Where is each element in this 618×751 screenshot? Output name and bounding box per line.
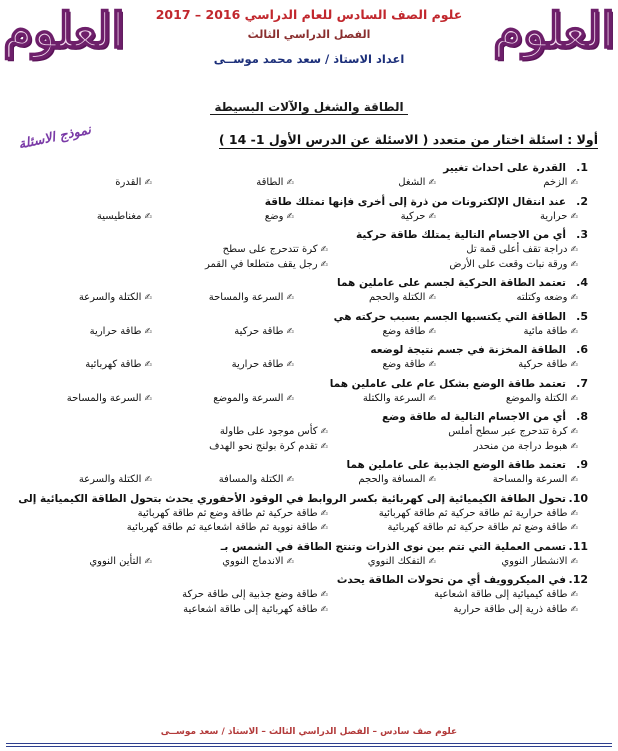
answer-option-label: السرعة والمساحة	[492, 474, 568, 485]
pen-icon: ✍	[320, 441, 329, 452]
footer-divider	[6, 743, 612, 747]
pen-icon: ✍	[570, 604, 578, 615]
answer-option-label: كأس موجود على طاولة	[219, 426, 318, 437]
answer-option[interactable]	[294, 291, 436, 306]
question-stem	[10, 194, 588, 210]
answer-option-label: الطاقة	[256, 177, 284, 188]
answer-option-label: طاقة ذرية إلى طاقة حرارية	[453, 603, 568, 615]
pen-icon: ✍	[570, 441, 578, 452]
pen-icon: ✍	[286, 556, 294, 567]
answer-option[interactable]	[294, 358, 436, 373]
answer-option[interactable]	[78, 258, 328, 273]
question-stem	[10, 572, 588, 588]
question-text: تعتمد طاقة الوضع الجذبية على عاملين هما	[346, 459, 566, 471]
pen-icon: ✍	[428, 393, 436, 404]
pen-icon: ✍	[570, 360, 578, 370]
answer-option-label: طاقة كهربائية	[85, 359, 142, 370]
question-text: أي من الاجسام التالية يمتلك طاقة حركية	[355, 229, 566, 241]
answer-option-label: التفكك النووي	[367, 555, 426, 567]
pen-icon: ✍	[570, 211, 578, 222]
question-item	[10, 309, 588, 340]
answer-option[interactable]	[328, 425, 578, 440]
question-text: تعتمد طاقة الوضع بشكل عام على عاملين هما	[329, 377, 566, 390]
answer-option[interactable]	[152, 176, 294, 191]
pen-icon: ✍	[570, 523, 578, 533]
pen-icon: ✍	[286, 393, 294, 404]
question-number: 6.	[576, 343, 588, 356]
answer-option-label: طاقة مائية	[523, 325, 568, 337]
pen-icon: ✍	[144, 326, 152, 337]
question-number: 9.	[576, 458, 588, 471]
answer-option-label: طاقة نووية ثم طاقة اشعاعية ثم طاقة كهربائية	[126, 522, 318, 533]
options-group	[10, 210, 588, 225]
pen-icon: ✍	[570, 245, 578, 255]
answer-option-label: رجل يقف متطلعا في القمر	[204, 258, 318, 270]
pen-icon: ✍	[428, 326, 436, 337]
answer-option-label: الكتلة والموضع	[505, 392, 568, 404]
answer-option-label: الكتلة والحجم	[369, 292, 426, 303]
question-item	[10, 194, 588, 225]
header-semester: الفصل الدراسي الثالث	[247, 28, 371, 41]
logo-left: العلوم	[3, 3, 125, 59]
pen-icon: ✍	[144, 293, 152, 303]
pen-icon: ✍	[570, 590, 578, 600]
question-item	[10, 376, 588, 407]
answer-option-label: دراجة تقف أعلى قمة تل	[466, 244, 568, 255]
pen-icon: ✍	[570, 293, 578, 303]
answer-option[interactable]	[436, 473, 578, 488]
question-stem	[10, 309, 588, 325]
question-item	[10, 409, 588, 454]
question-text: القدرة على احداث تغيير	[443, 162, 566, 174]
pen-icon: ✍	[144, 211, 152, 222]
answer-option-label: هبوط دراجة من منحدر	[473, 440, 568, 452]
answer-option-label: كرة تتدحرج عبر سطح أملس	[448, 426, 568, 437]
pen-icon: ✍	[144, 178, 152, 188]
answer-option-label: طاقة حرارية	[89, 325, 142, 337]
answer-option[interactable]	[294, 210, 436, 225]
answer-option[interactable]	[10, 176, 152, 191]
answer-option-label: طاقة حرارية	[231, 359, 284, 370]
pen-icon: ✍	[286, 326, 294, 337]
pen-icon: ✍	[570, 508, 578, 519]
section-title: الطاقة والشغل والآلات البسيطة	[0, 100, 618, 115]
answer-option[interactable]	[436, 176, 578, 191]
question-number: 1.	[576, 161, 588, 174]
answer-option-label: كرة تتدحرج على سطح	[222, 244, 318, 255]
question-item	[10, 572, 588, 617]
question-number: 5.	[576, 309, 588, 323]
answer-option[interactable]	[294, 473, 436, 488]
answer-option[interactable]	[294, 325, 436, 340]
answer-option-label: طاقة حرارية ثم طاقة حركية ثم طاقة كهربائية	[378, 507, 568, 519]
answer-option[interactable]	[78, 507, 328, 522]
question-stem	[10, 409, 588, 425]
pen-icon: ✍	[286, 211, 294, 222]
pen-icon: ✍	[428, 360, 436, 370]
answer-option[interactable]	[10, 392, 152, 407]
pen-icon: ✍	[320, 427, 329, 437]
page-header	[130, 4, 488, 74]
answer-option-label: طاقة كيميائية إلى طاقة اشعاعية	[434, 589, 568, 600]
options-group	[10, 176, 588, 191]
pen-icon: ✍	[570, 178, 578, 188]
question-number: 12.	[568, 573, 588, 586]
question-text: في الميكروويف أي من تحولات الطاقة يحدث	[336, 574, 566, 586]
questions-list	[10, 160, 588, 620]
answer-option-label: حركية	[400, 210, 426, 222]
answer-option[interactable]	[10, 358, 152, 373]
question-item	[10, 539, 588, 570]
answer-option[interactable]	[436, 210, 578, 225]
options-group	[10, 243, 588, 272]
question-stem	[10, 539, 588, 555]
question-stem	[10, 457, 588, 473]
answer-option-label: طاقة وضع جذبية إلى طاقة حركة	[182, 589, 318, 600]
pen-icon: ✍	[428, 475, 436, 485]
question-stem	[10, 491, 588, 507]
answer-option[interactable]	[436, 392, 578, 407]
answer-option[interactable]	[436, 325, 578, 340]
options-group	[10, 507, 588, 536]
pen-icon: ✍	[320, 245, 329, 255]
answer-option-label: طاقة وضع ثم طاقة حركية ثم طاقة كهربائية	[387, 522, 568, 533]
answer-option[interactable]	[294, 176, 436, 191]
pen-icon: ✍	[570, 556, 578, 567]
pen-icon: ✍	[570, 393, 578, 404]
answer-option-label: القدرة	[115, 177, 142, 188]
answer-option[interactable]	[328, 603, 578, 618]
answer-option-label: طاقة وضع	[382, 359, 426, 370]
question-item	[10, 227, 588, 272]
header-title: علوم الصف السادس للعام الدراسي 2016 – 2017	[155, 7, 463, 22]
pen-icon: ✍	[570, 475, 578, 485]
question-stem	[10, 160, 588, 176]
question-number: 7.	[576, 376, 588, 390]
pen-icon: ✍	[286, 475, 294, 485]
pen-icon: ✍	[320, 508, 329, 519]
footer: علوم صف سادس – الفصل الدراسي الثالث – الاستاذ / سعد موســى	[160, 727, 458, 737]
options-group	[10, 473, 588, 488]
answer-option[interactable]	[152, 392, 294, 407]
answer-option-label: طاقة حركية	[234, 325, 284, 337]
answer-option-label: الكتلة والسرعة	[78, 292, 142, 303]
question-number: 2.	[576, 194, 588, 208]
answer-option-label: طاقة وضع	[382, 325, 426, 337]
answer-option[interactable]	[78, 440, 328, 455]
question-stem	[10, 342, 588, 358]
question-number: 10.	[568, 491, 588, 505]
part-title: أولا : اسئلة اختار من متعدد ( الاسئلة عن الدرس الأول 1- 14 )	[218, 132, 598, 147]
answer-option-label: حرارية	[540, 210, 568, 222]
question-item	[10, 491, 588, 536]
answer-option[interactable]	[152, 210, 294, 225]
answer-option[interactable]	[294, 392, 436, 407]
answer-option-label: طاقة كهربائية إلى طاقة اشعاعية	[183, 603, 318, 615]
answer-option[interactable]	[10, 291, 152, 306]
question-number: 4.	[576, 276, 588, 289]
header-author: اعداد الاستاذ / سعد محمد موســى	[213, 52, 405, 66]
question-text: تحول الطاقة الكيميائية إلى كهربائية بكسر الروابط في الوقود الأحفوري يحدث بتحول الطاقة الكيميائية إلى	[18, 492, 566, 505]
pen-icon: ✍	[320, 523, 329, 533]
question-text: الطاقة المخزنة في جسم نتيجة لوضعه	[370, 344, 566, 356]
question-text: أي من الاجسام التالية له طاقة وضع	[381, 411, 566, 423]
answer-option[interactable]	[328, 521, 578, 536]
answer-option[interactable]	[78, 603, 328, 618]
answer-option-label: السرعة والمساحة	[66, 392, 142, 404]
answer-option-label: ورقة نبات وقعت على الأرض	[449, 258, 568, 270]
answer-option-label: الكتلة والمسافة	[218, 474, 284, 485]
answer-option-label: التأين النووي	[89, 555, 142, 567]
question-text: تعتمد الطاقة الحركية لجسم على عاملين هما	[337, 277, 566, 289]
options-group	[10, 425, 588, 454]
answer-option-label: وضع	[264, 210, 284, 222]
answer-option[interactable]	[152, 473, 294, 488]
pen-icon: ✍	[428, 211, 436, 222]
answer-option-label: السرعة والموضع	[213, 392, 284, 404]
question-item	[10, 160, 588, 191]
answer-option[interactable]	[10, 325, 152, 340]
answer-option-label: الكتلة والسرعة	[78, 474, 142, 485]
answer-option[interactable]	[436, 291, 578, 306]
answer-option-label: السرعة والمساحة	[208, 292, 284, 303]
answer-option[interactable]	[294, 555, 436, 570]
pen-icon: ✍	[144, 556, 152, 567]
answer-option-label: الانشطار النووي	[501, 555, 568, 567]
pen-icon: ✍	[144, 360, 152, 370]
answer-option-label: الزخم	[543, 177, 568, 188]
answer-option-label: مغناطيسية	[96, 210, 142, 222]
question-item	[10, 275, 588, 306]
answer-option-label: طاقة حركية ثم طاقة وضع ثم طاقة كهربائية	[137, 507, 318, 519]
pen-icon: ✍	[144, 475, 152, 485]
question-item	[10, 457, 588, 488]
answer-option[interactable]	[152, 358, 294, 373]
answer-option-label: الاندماج النووي	[222, 555, 284, 567]
pen-icon: ✍	[286, 293, 294, 303]
pen-icon: ✍	[320, 590, 329, 600]
options-group	[10, 392, 588, 407]
question-number: 8.	[576, 410, 588, 423]
pen-icon: ✍	[286, 360, 294, 370]
pen-icon: ✍	[428, 556, 436, 567]
pen-icon: ✍	[144, 393, 152, 404]
answer-option[interactable]	[152, 325, 294, 340]
pen-icon: ✍	[320, 259, 329, 270]
pen-icon: ✍	[428, 178, 436, 188]
answer-option[interactable]	[10, 210, 152, 225]
logo-right: العلوم	[493, 3, 615, 59]
question-item	[10, 342, 588, 373]
answer-option[interactable]	[10, 473, 152, 488]
answer-option[interactable]	[328, 243, 578, 258]
pen-icon: ✍	[570, 259, 578, 270]
answer-option[interactable]	[78, 425, 328, 440]
pen-icon: ✍	[286, 178, 294, 188]
question-stem	[10, 376, 588, 392]
pen-icon: ✍	[570, 326, 578, 337]
answer-option[interactable]	[78, 521, 328, 536]
question-text: تسمى العملية التي تتم بين نوى الذرات وتنتج الطاقة في الشمس بـ	[220, 540, 566, 553]
options-group	[10, 358, 588, 373]
pen-icon: ✍	[570, 427, 578, 437]
answer-option[interactable]	[10, 555, 152, 570]
answer-option-label: طاقة حركية	[518, 359, 568, 370]
answer-option-label: تقدم كرة بولنج نحو الهدف	[209, 440, 318, 452]
answer-option[interactable]	[152, 291, 294, 306]
answer-option[interactable]	[328, 258, 578, 273]
question-stem	[10, 275, 588, 291]
answer-option[interactable]	[436, 358, 578, 373]
answer-option-label: المسافة والحجم	[358, 474, 426, 485]
question-text: عند انتقال الإلكترونات من ذرة إلى أخرى فإنها تمتلك طاقة	[264, 195, 566, 208]
answer-option[interactable]	[328, 507, 578, 522]
question-number: 11.	[568, 539, 588, 553]
answer-option[interactable]	[78, 588, 328, 603]
watermark: نموذج الاسئلة	[17, 122, 93, 153]
answer-option[interactable]	[328, 440, 578, 455]
answer-option-label: وضعه وكتلته	[516, 292, 568, 303]
options-group	[10, 291, 588, 306]
options-group	[10, 555, 588, 570]
question-stem	[10, 227, 588, 243]
options-group	[10, 325, 588, 340]
options-group	[10, 588, 588, 617]
pen-icon: ✍	[428, 293, 436, 303]
answer-option-label: السرعة والكتلة	[362, 392, 426, 404]
question-number: 3.	[576, 228, 588, 241]
answer-option[interactable]	[152, 555, 294, 570]
pen-icon: ✍	[320, 604, 329, 615]
answer-option[interactable]	[436, 555, 578, 570]
answer-option[interactable]	[328, 588, 578, 603]
answer-option-label: الشغل	[398, 177, 426, 188]
question-text: الطاقة التي يكتسبها الجسم بسبب حركته هي	[333, 310, 566, 323]
answer-option[interactable]	[78, 243, 328, 258]
